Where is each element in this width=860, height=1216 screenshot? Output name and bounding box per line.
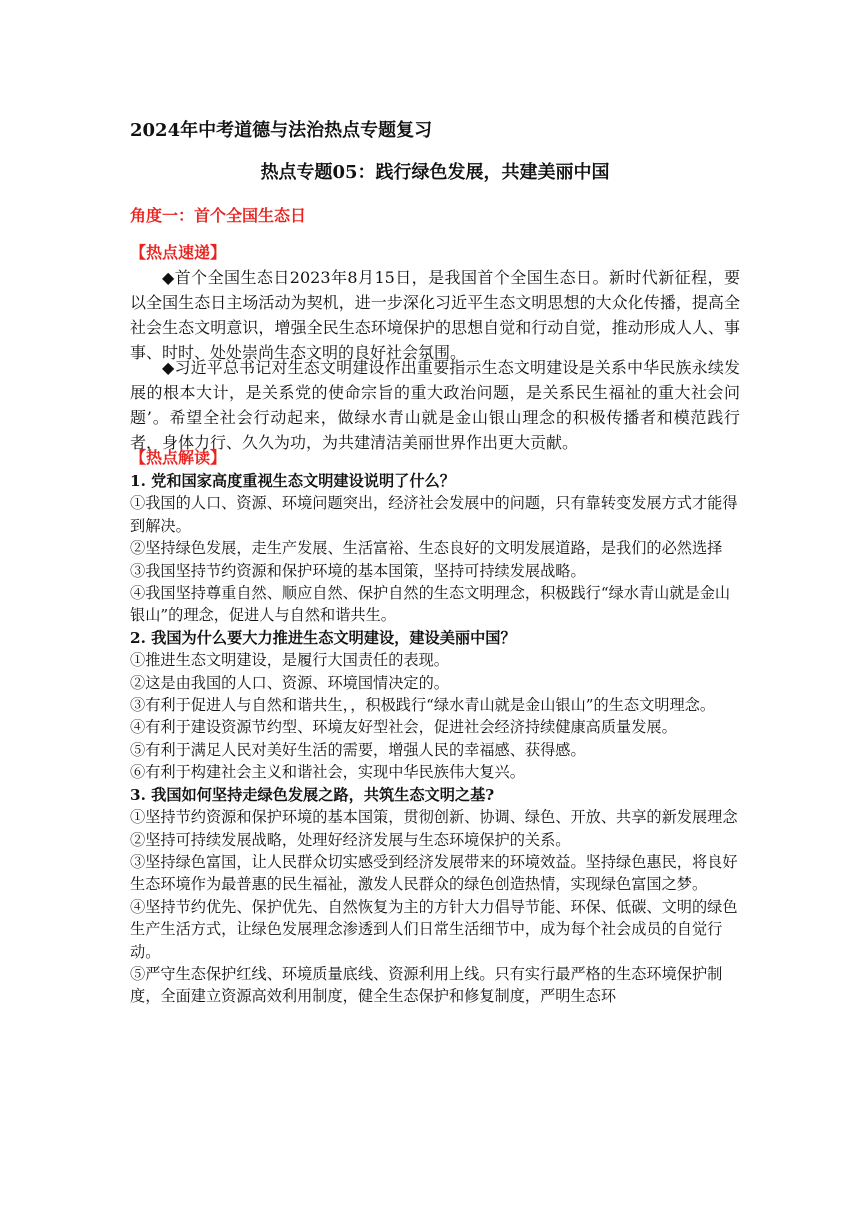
section-interpretation: 【热点解读】 bbox=[130, 448, 227, 467]
hot-news-paragraph-2 bbox=[130, 355, 740, 455]
q1-answer: ②坚持绿色发展，走生产发展、生活富裕、生态良好的文明发展道路，是我们的必然选择 bbox=[130, 539, 723, 558]
q2-answer: ③有利于促进人与自然和谐共生，，积极践行“绿水青山就是金山银山”的生态文明理念。 bbox=[130, 696, 716, 715]
section-hot-news: 【热点速递】 bbox=[130, 243, 227, 262]
q3-answer: ③坚持绿色富国，让人民群众切实感受到经济发展带来的环境效益。坚持绿色惠民，将良好生态环境作为最普惠的民生福祉，激发人民群众的绿色创造热情，实现绿色富国之梦。 bbox=[130, 852, 738, 894]
question-3: 3. 我国如何坚持走绿色发展之路，共筑生态文明之基? bbox=[130, 785, 495, 804]
hot-news-text-1: ◆首个全国生态日2023年8月15日，是我国首个全国生态日。新时代新征程，要以全国生态日主场活动为契机，进一步深化习近平生态文明思想的大众化传播，提高全社会生态文明意识，增强全民生态环境保护的思想自觉和行动自觉，推动形成人人、事事、时时、处处崇尚生态文明的良好社会氛围。 bbox=[130, 268, 740, 362]
question-1: 1. 党和国家高度重视生态文明建设说明了什么？ bbox=[130, 472, 455, 490]
q2-answer: ⑤有利于满足人民对美好生活的需要，增强人民的幸福感、获得感。 bbox=[130, 740, 586, 759]
q1-answer: ①我国的人口、资源、环境问题突出，经济社会发展中的问题，只有靠转变发展方式才能得到解决。 bbox=[130, 494, 738, 535]
document-title: 2024年中考道德与法治热点专题复习 bbox=[130, 120, 433, 141]
q2-answer: ⑥有利于构建社会主义和谐社会，实现中华民族伟大复兴。 bbox=[130, 763, 525, 782]
q1-answer: ③我国坚持节约资源和保护环境的基本国策，坚持可持续发展战略。 bbox=[130, 561, 586, 580]
q2-answer: ①推进生态文明建设，是履行大国责任的表现。 bbox=[130, 651, 449, 670]
q3-answer: ②坚持可持续发展战略，处理好经济发展与生态环境保护的关系。 bbox=[130, 830, 571, 849]
q1-answer: ④我国坚持尊重自然、顺应自然、保护自然的生态文明理念，积极践行“绿水青山就是金山银山”的理念，促进人与自然和谐共生。 bbox=[130, 584, 731, 625]
question-2: 2. 我国为什么要大力推进生态文明建设，建设美丽中国？ bbox=[130, 628, 516, 647]
topic-subtitle: 热点专题05：践行绿色发展，共建美丽中国 bbox=[260, 162, 610, 183]
q3-answer: ①坚持节约资源和保护环境的基本国策，贯彻创新、协调、绿色、开放、共享的新发展理念 bbox=[130, 808, 738, 827]
q3-answer: ④坚持节约优先、保护优先、自然恢复为主的方针大力倡导节能、环保、低碳、文明的绿色生产生活方式，让绿色发展理念渗透到人们日常生活细节中，成为每个社会成员的自觉行动。 bbox=[130, 897, 738, 961]
hot-news-paragraph-1 bbox=[130, 265, 740, 365]
hot-news-text-2: ◆习近平总书记对生态文明建设作出重要指示生态文明建设是关系中华民族永续发展的根本大计，是关系党的使命宗旨的重大政治问题，是关系民生福祉的重大社会问题’。希望全社会行动起来，做绿水青山就是金山银山理念的积极传播者和模范践行者，身体力行、久久为功，为共建清洁美丽世界作出更大贡献。 bbox=[130, 358, 740, 452]
angle-heading: 角度一：首个全国生态日 bbox=[130, 206, 307, 225]
q3-answer: ⑤严守生态保护红线、环境质量底线、资源利用上线。只有实行最严格的生态环境保护制度，全面建立资源高效利用制度，健全生态保护和修复制度，严明生态环 bbox=[130, 964, 723, 1006]
interpretation-content bbox=[130, 470, 740, 1008]
q2-answer: ②这是由我国的人口、资源、环境国情决定的。 bbox=[130, 673, 449, 692]
q2-answer: ④有利于建设资源节约型、环境友好型社会，促进社会经济持续健康高质量发展。 bbox=[130, 718, 677, 737]
